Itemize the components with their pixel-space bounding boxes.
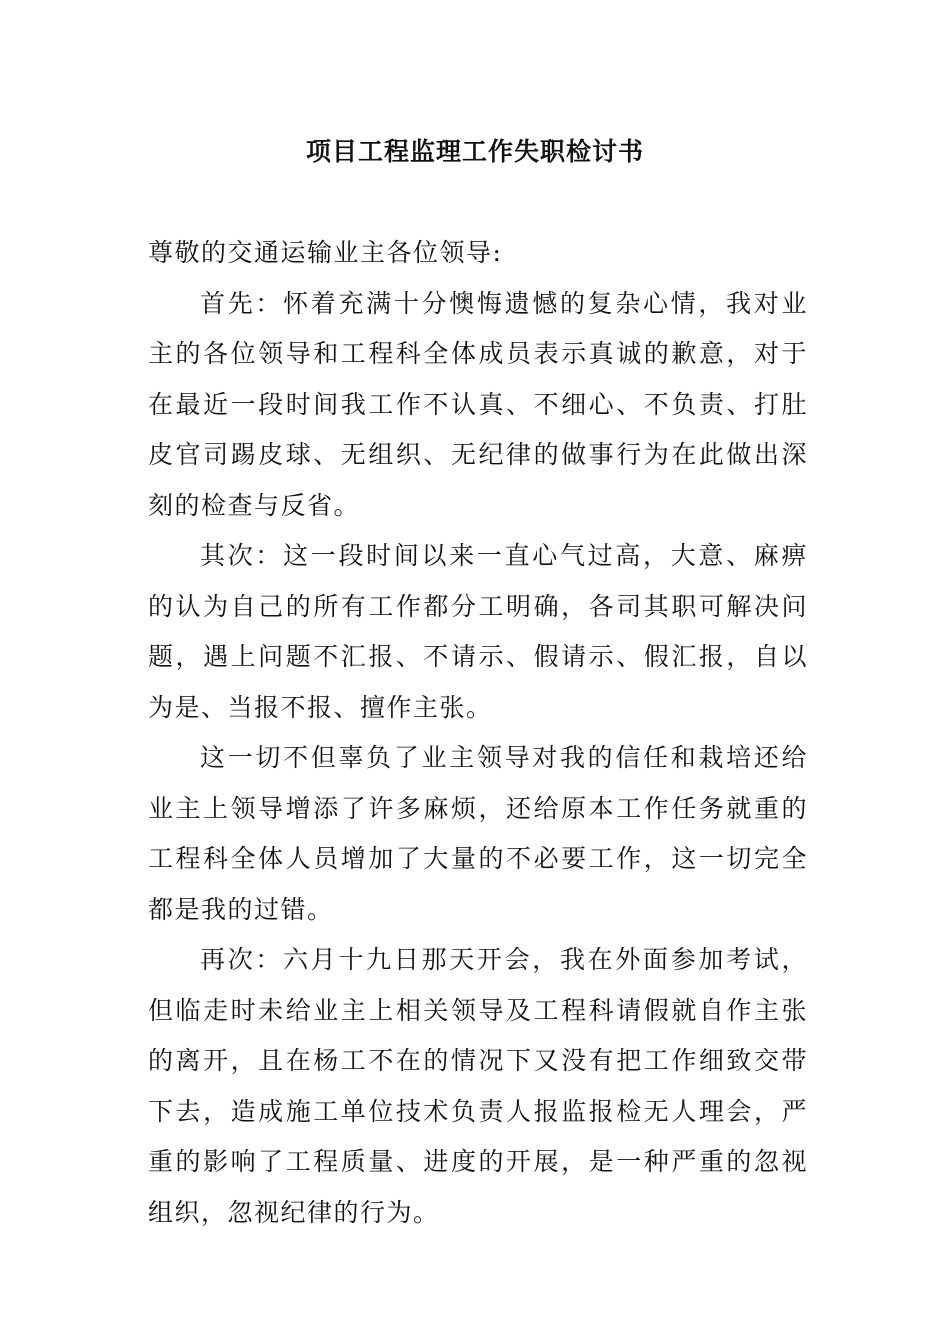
document-title: 项目工程监理工作失职检讨书 [305, 137, 644, 166]
paragraph-second: 其次：这一段时间以来一直心气过高，大意、麻痹的认为自己的所有工作都分工明确，各司其职可解决问题，遇上问题不汇报、不请示、假请示、假汇报，自以为是、当报不报、擅作主张。 [148, 541, 808, 722]
document-body [148, 228, 808, 1238]
salutation: 尊敬的交通运输业主各位领导: [148, 238, 503, 267]
paragraph-fourth: 再次：六月十九日那天开会，我在外面参加考试，但临走时未给业主上相关领导及工程科请假就自作主张的离开，且在杨工不在的情况下又没有把工作细致交带下去，造成施工单位技术负责人报监报检无人理会，严重的影响了工程质量、进度的开展，是一种严重的忽视组织，忽视纪律的行为。 [148, 945, 808, 1227]
paragraph-third: 这一切不但辜负了业主领导对我的信任和栽培还给业主上领导增添了许多麻烦，还给原本工作任务就重的工程科全体人员增加了大量的不必要工作，这一切完全都是我的过错。 [148, 743, 808, 924]
paragraph-first: 首先：怀着充满十分懊悔遗憾的复杂心情，我对业主的各位领导和工程科全体成员表示真诚的歉意，对于在最近一段时间我工作不认真、不细心、不负责、打肚皮官司踢皮球、无组织、无纪律的做事行为在此做出深刻的检查与反省。 [148, 288, 808, 520]
